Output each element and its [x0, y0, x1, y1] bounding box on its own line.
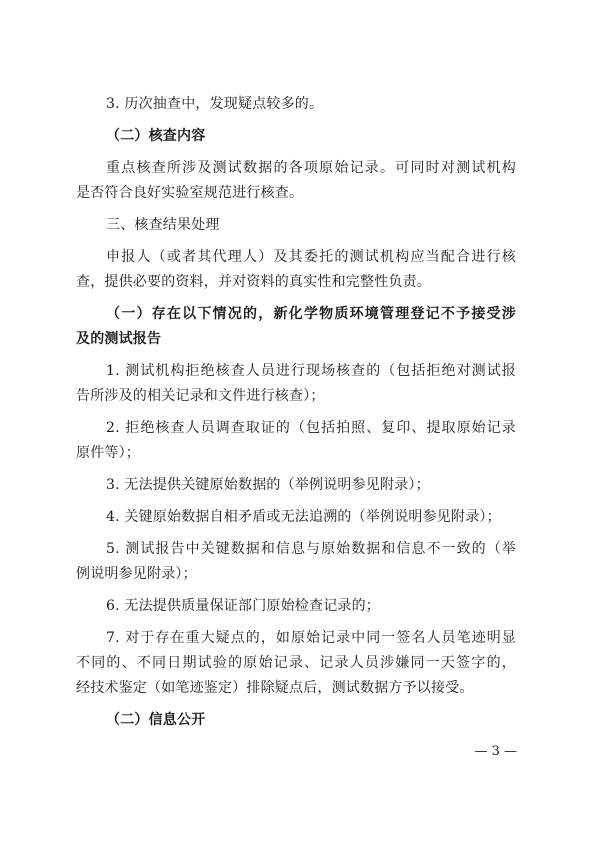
- list-item-7-cont: 经技术鉴定（如笔迹鉴定）排除疑点后，测试数据方予以接受。: [76, 680, 474, 696]
- section-heading-result-handling: 三、核查结果处理: [106, 217, 220, 233]
- list-item-4: 4. 关键原始数据自相矛盾或无法追溯的（举例说明参见附录）；: [106, 509, 501, 525]
- list-item-6: 6. 无法提供质量保证部门原始检查记录的；: [106, 598, 381, 614]
- list-item-7-cont: 不同的、不同日期试验的原始记录、记录人员涉嫌同一天签字的，: [76, 655, 516, 671]
- paragraph-line: 查，提供必要的资料，并对资料的真实性和完整性负责。: [76, 274, 431, 290]
- page-number: — 3 —: [474, 744, 517, 759]
- list-item-2-cont: 原件等）；: [76, 445, 140, 461]
- list-item-3-frequent-doubts: 3. 历次抽查中，发现疑点较多的。: [106, 96, 324, 112]
- paragraph-line: 申报人（或者其代理人）及其委托的测试机构应当配合进行核: [106, 249, 516, 265]
- list-item-5-cont: 例说明参见附录）；: [76, 566, 197, 582]
- list-item-5: 5. 测试报告中关键数据和信息与原始数据和信息不一致的（举: [106, 541, 516, 557]
- subheading-inspection-content: （二）核查内容: [106, 128, 206, 144]
- list-item-1-cont: 告所涉及的相关记录和文件进行核查）；: [76, 388, 325, 404]
- subheading-information-disclosure: （二）信息公开: [106, 712, 206, 728]
- paragraph-line: 重点核查所涉及测试数据的各项原始记录。可同时对测试机构: [106, 160, 516, 176]
- paragraph-line: 是否符合良好实验室规范进行核查。: [76, 185, 304, 201]
- list-item-2: 2. 拒绝核查人员调查取证的（包括拍照、复印、提取原始记录: [106, 420, 516, 436]
- list-item-3: 3. 无法提供关键原始数据的（举例说明参见附录）；: [106, 477, 430, 493]
- subheading-rejection-conditions: （一）存在以下情况的，新化学物质环境管理登记不予接受涉: [106, 306, 516, 322]
- list-item-7: 7. 对于存在重大疑点的，如原始记录中同一签名人员笔迹明显: [106, 630, 516, 646]
- subheading-rejection-conditions-cont: 及的测试报告: [76, 331, 162, 347]
- list-item-1: 1. 测试机构拒绝核查人员进行现场核查的（包括拒绝对测试报: [106, 363, 516, 379]
